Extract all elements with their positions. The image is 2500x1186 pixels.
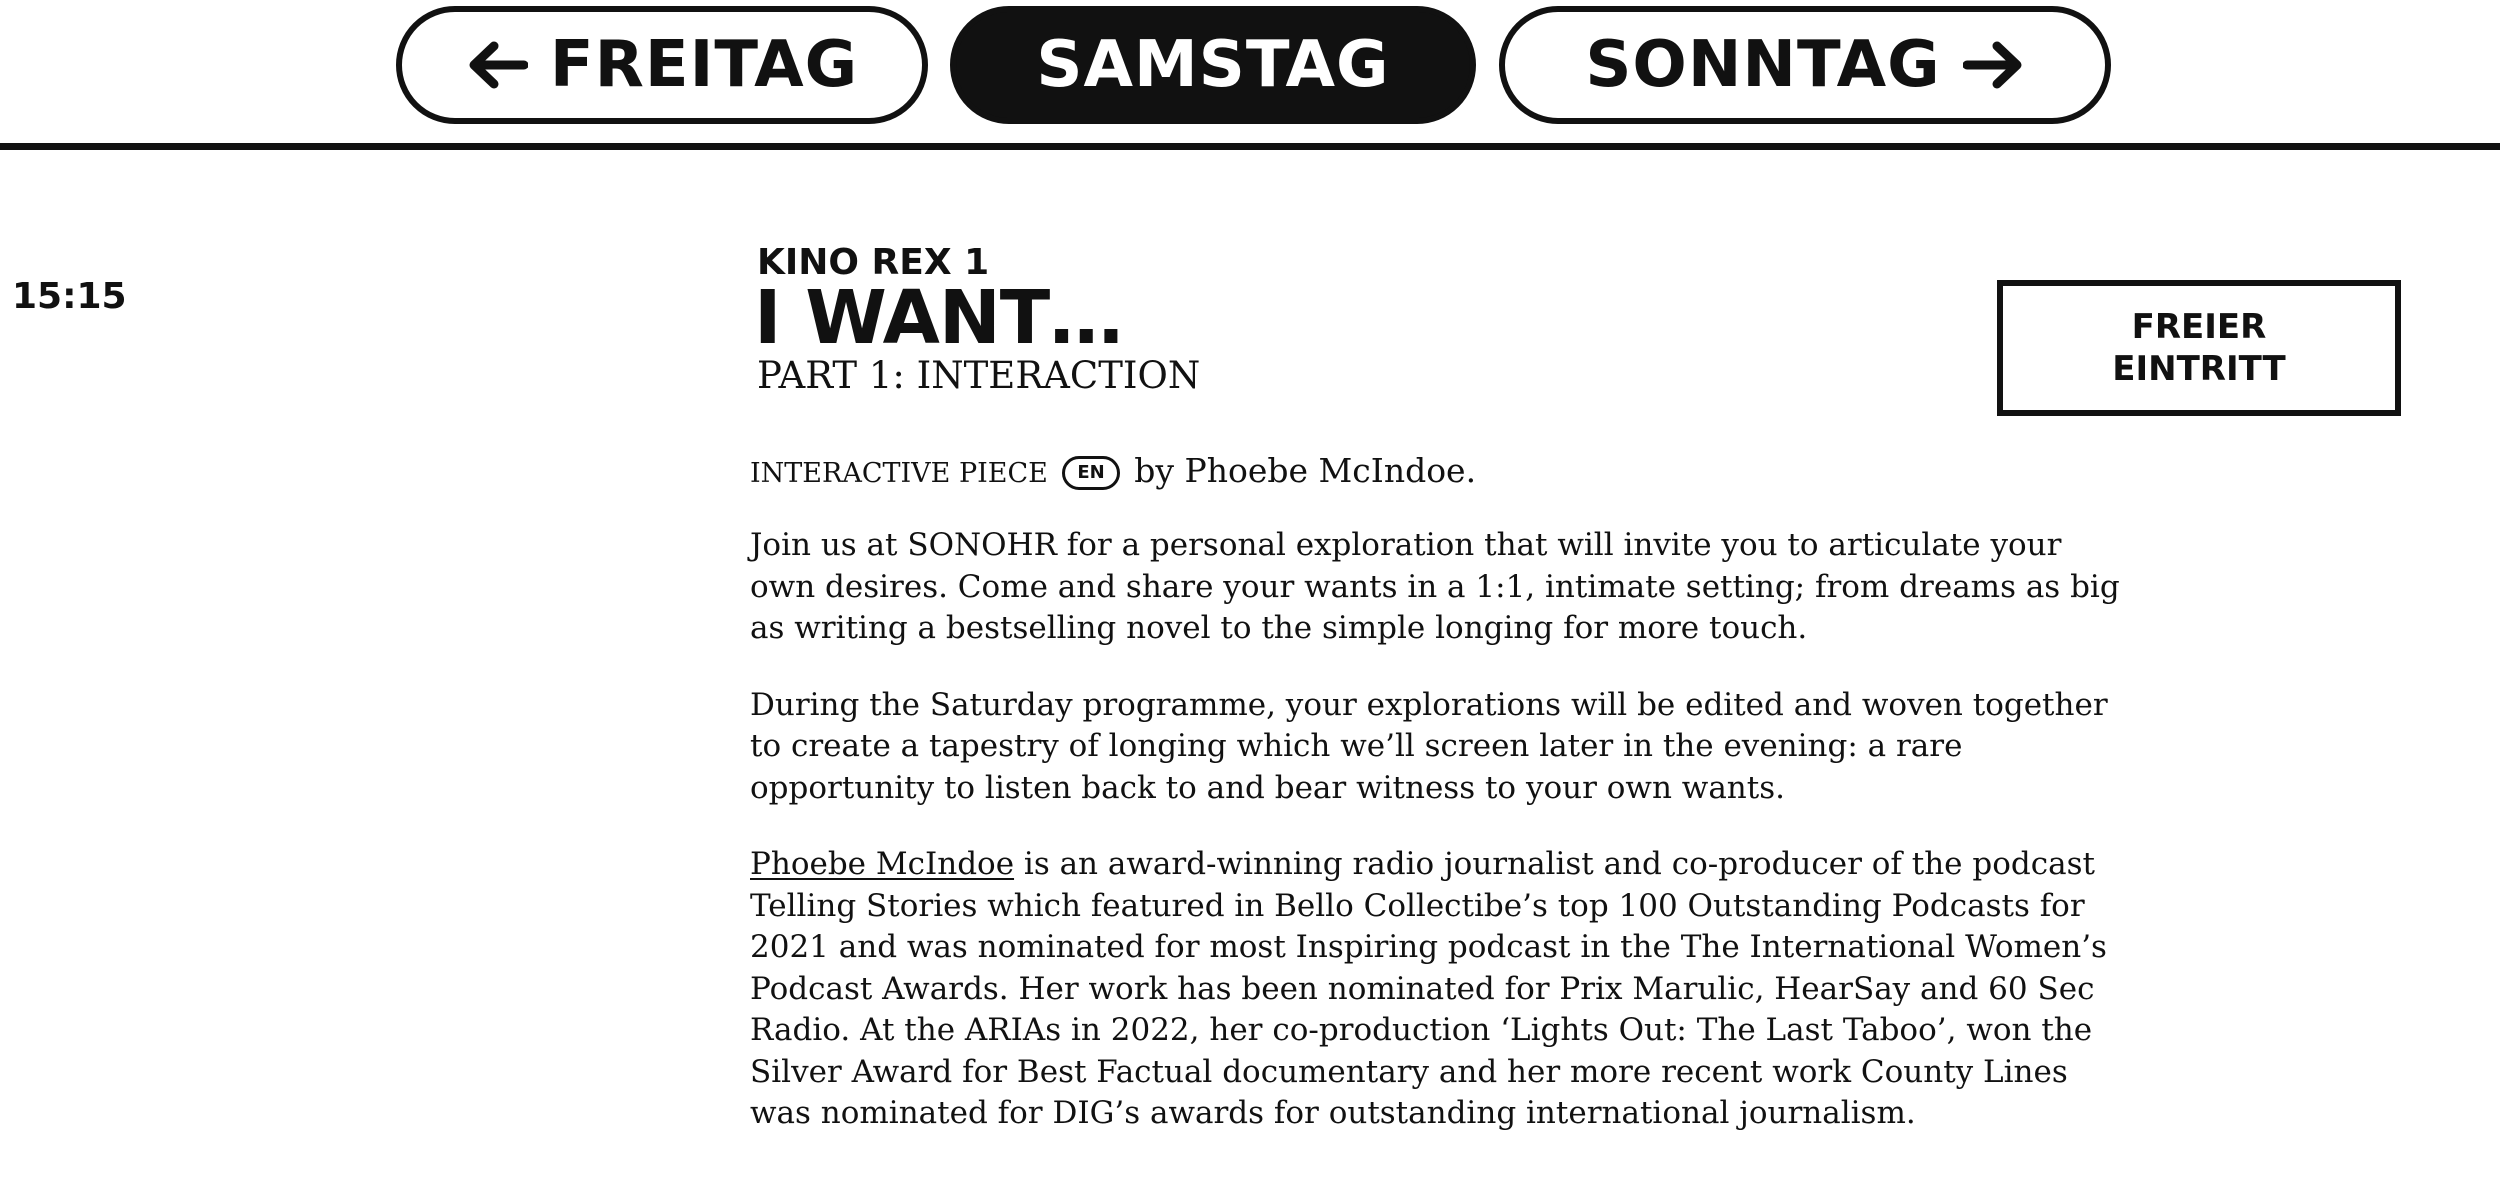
arrow-left-icon [466,41,528,89]
day-tab-samstag[interactable] [950,6,1476,124]
day-navigation [0,0,2500,150]
event-time: 15:15 [12,276,127,317]
admission-badge: FREIER EINTRITT [1997,280,2401,416]
description-paragraph: Join us at SONOHR for a personal exploration that will invite you to articulate your own desires. Come and share your wants in a 1:1, intimate setting; from dreams as big as writing a bestselling novel to the simple longing for more touch. [750,527,2120,646]
artist-link[interactable]: Phoebe McIndoe [750,846,1015,882]
event-type: INTERACTIVE PIECE [750,458,1048,489]
language-badge: EN [1062,456,1119,490]
day-tab-label: SAMSTAG [1036,28,1390,102]
event-description [750,445,2120,1170]
artist-bio-text: is an award-winning radio journalist and co-producer of the podcast Telling Stories which featured in Bello Collectibe’s top 100 Outstanding Podcasts for 2021 and was nominated for most Inspiring podcast in the The International Women’s Podcast Awards. Her work has been nominated for Prix Marulic, HearSay and 60 Sec Radio. At the ARIAs in 2022, her co-production ‘Lights Out: The Last Taboo’, won the Silver Award for Best Factual documentary and her more recent work County Lines was nominated for DIG’s awards for outstanding international journalism. [750,846,2107,1131]
event-venue: KINO REX 1 [757,242,990,283]
day-tab-label: SONNTAG [1585,28,1941,102]
day-tab-sonntag[interactable] [1499,6,2111,124]
event-byline: by Phoebe McIndoe. [1134,451,1477,490]
event-meta [750,445,2120,500]
description-paragraph: During the Saturday programme, your explorations will be edited and woven together to create a tapestry of longing which we’ll screen later in the evening: a rare opportunity to listen back to and bear witness to your own wants. [750,686,2108,806]
arrow-right-icon [1963,41,2025,89]
event-title: I WANT… [754,275,1123,361]
day-tab-label: FREITAG [549,28,859,102]
event-subtitle: PART 1: INTERACTION [757,354,1201,397]
day-tab-freitag[interactable] [396,6,928,124]
artist-bio [750,844,2120,1135]
